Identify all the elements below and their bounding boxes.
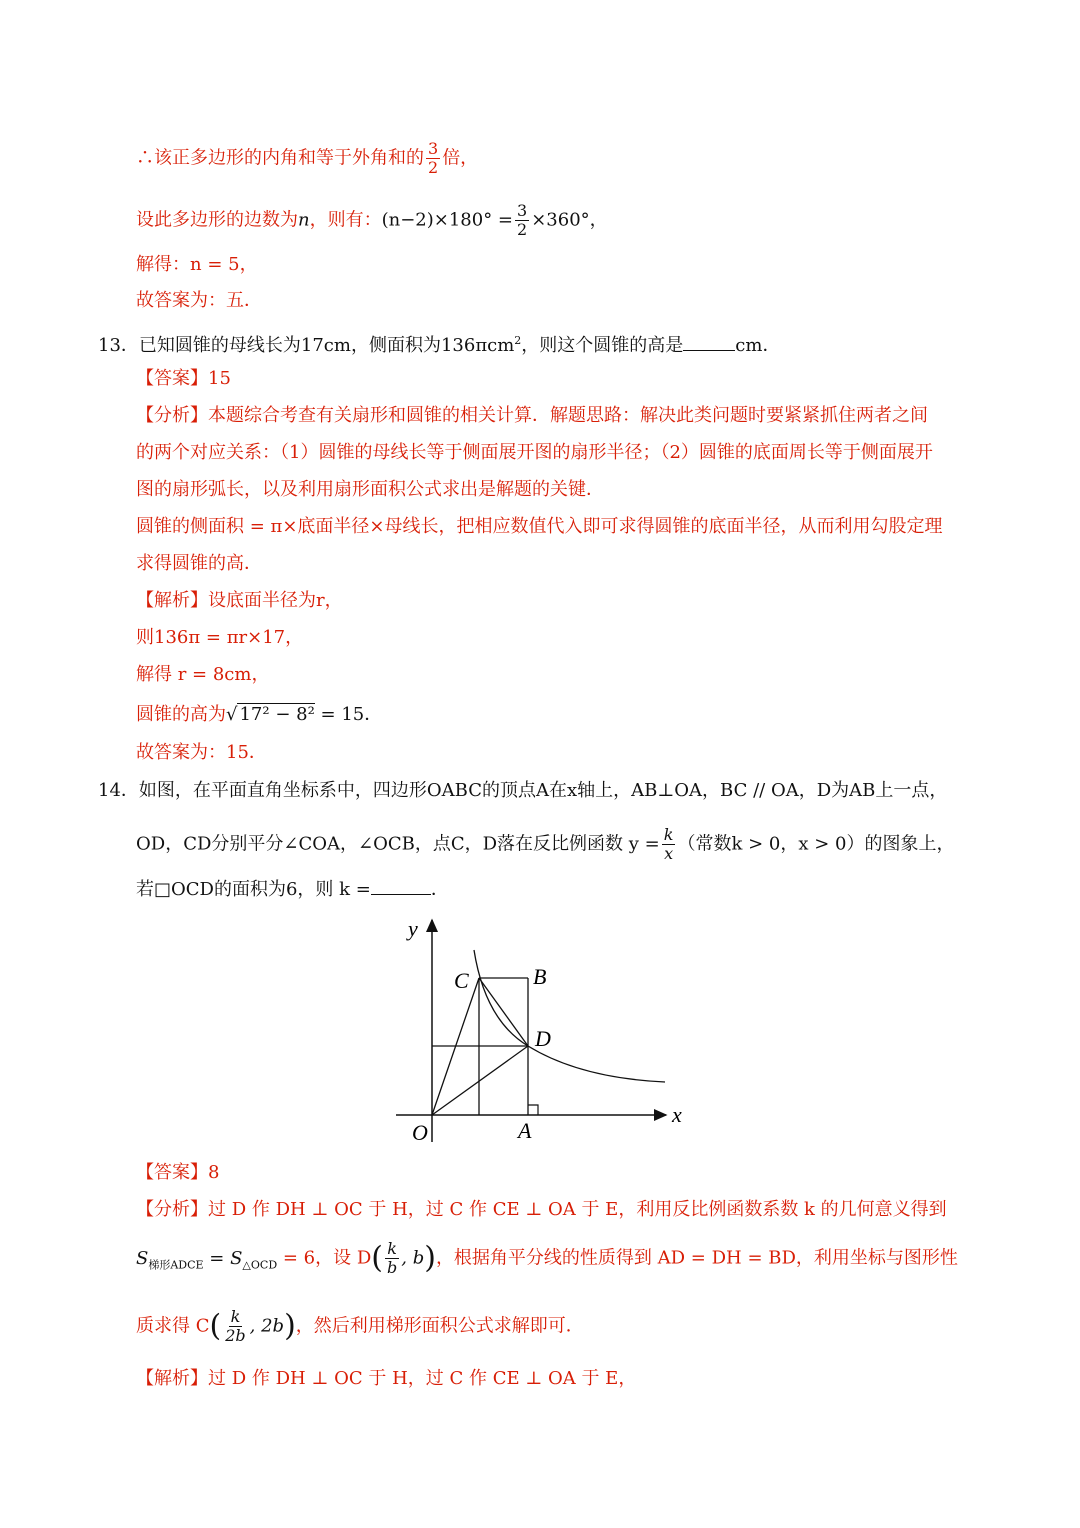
text: ，根据角平分线的性质得到 AD = DH = BD，利用坐标与图形性 [435, 1247, 958, 1269]
analysis-13: 图的扇形弧长，以及利用扇形面积公式求出是解题的关键． [136, 479, 604, 500]
text: 若 [136, 879, 154, 900]
variable: n [298, 209, 310, 231]
solution-line [136, 202, 608, 239]
denominator: b [387, 1258, 398, 1277]
text: ，然后利用梯形面积公式求解即可． [295, 1315, 584, 1337]
text: 如图，在平面直角坐标系中，四边形OABC的顶点A在x轴上，AB⊥OA，BC // OA，D为AB上一点， [138, 780, 948, 801]
fraction [662, 826, 676, 863]
text: 圆锥的高为 [136, 704, 226, 725]
fraction [515, 202, 529, 239]
subscript: 梯形ADCE [148, 1258, 204, 1272]
text: = S [203, 1247, 243, 1269]
figure-svg [390, 910, 690, 1150]
text: OCD的面积为6，则 k = [171, 879, 371, 900]
equation: ×360°， [531, 209, 608, 231]
equation: (n−2)×180° = [381, 209, 514, 231]
solution-14: 【解析】过 D 作 DH ⊥ OC 于 H，过 C 作 CE ⊥ OA 于 E， [136, 1368, 637, 1389]
solution-13: 圆锥的高为√ 17² − 8² = 15． [136, 704, 383, 725]
analysis-13: 圆锥的侧面积 = π×底面半径×母线长，把相应数值代入即可求得圆锥的底面半径，从而利用勾股定理 [136, 516, 943, 537]
denominator: 2 [428, 158, 439, 177]
label-d: D [535, 1026, 551, 1051]
superscript: 2 [514, 334, 522, 347]
label-o: O [412, 1120, 428, 1145]
coordinate-figure [390, 910, 690, 1150]
solution-13: 【解析】设底面半径为r， [136, 590, 343, 611]
solution-13: 解得 r = 8cm， [136, 664, 270, 685]
text: ． [430, 879, 449, 900]
answer-14: 【答案】8 [136, 1162, 220, 1183]
answer-blank [683, 332, 735, 351]
question-14 [98, 778, 947, 804]
solution-line: 解得：n = 5， [136, 254, 258, 275]
analysis-13: 【分析】本题综合考查有关扇形和圆锥的相关计算．解题思路：解决此类问题时要紧紧抓住两者之间 [136, 405, 928, 426]
fraction [223, 1308, 247, 1345]
text: S [136, 1247, 149, 1269]
right-angle-mark [528, 1105, 538, 1115]
analysis-14: $S_{梯形ADCE} = S_{\triangle OCD} = 6$，设 D( $\frac{k}{b}$ , b)，根据角平分线的性质得到 AD = DH = BD，利用坐标与图形性 [136, 1239, 958, 1277]
question-number: 13． [98, 335, 139, 356]
label-x: x [672, 1102, 682, 1127]
solution-line [136, 140, 478, 177]
label-a: A [518, 1118, 532, 1143]
numerator: k [387, 1239, 397, 1258]
numerator: 3 [517, 201, 528, 220]
radicand: 17² − 8² [239, 704, 315, 725]
segment-cd [479, 978, 528, 1046]
numerator: 3 [428, 139, 439, 158]
denominator: 2b [225, 1326, 246, 1345]
label-b: B [533, 964, 547, 989]
text: 倍， [442, 147, 479, 169]
fraction [385, 1240, 399, 1277]
analysis-13: 求得圆锥的高． [136, 553, 262, 574]
label-y: y [408, 916, 418, 941]
text: ，则有： [309, 209, 382, 231]
label-c: C [454, 968, 469, 993]
numerator: k [230, 1307, 241, 1326]
text: = 6，设 D [277, 1247, 372, 1269]
solution-line: 故答案为：五． [136, 290, 262, 311]
solution-13: 故答案为：15． [136, 742, 267, 763]
text: , 2b [249, 1315, 285, 1337]
solution-13: 则136π = πr×17， [136, 627, 304, 648]
text: ∴该正多边形的内角和等于外角和的 [136, 147, 424, 169]
text: 已知圆锥的母线长为17cm，侧面积为136πcm [138, 335, 515, 356]
text: = 15． [314, 704, 383, 725]
answer-blank [371, 876, 431, 895]
triangle-symbol: □ [154, 879, 172, 900]
text: OD，CD分别平分∠COA，∠OCB，点C，D落在反比例函数 y = [136, 833, 660, 855]
text: , b [401, 1247, 425, 1269]
analysis-14: 质求得 C( $\frac{k}{2b}$ , 2b)，然后利用梯形面积公式求解即可． [136, 1307, 584, 1345]
numerator: k [663, 825, 674, 844]
segment-od [432, 1046, 528, 1115]
question-number: 14． [98, 780, 139, 801]
text: （常数k > 0，x > 0）的图象上， [677, 833, 955, 855]
analysis-13: 的两个对应关系：（1）圆锥的母线长等于侧面展开图的扇形半径；（2）圆锥的底面周长等于侧面展开 [136, 442, 933, 463]
analysis-14: 【分析】过 D 作 DH ⊥ OC 于 H，过 C 作 CE ⊥ OA 于 E，利用反比例函数系数 k 的几何意义得到 [136, 1199, 947, 1220]
text: ，则这个圆锥的高是 [521, 335, 684, 356]
hyperbola-curve [474, 950, 665, 1082]
text: cm． [735, 335, 781, 356]
fraction [426, 140, 440, 177]
question-14 [136, 876, 449, 903]
question-13 [98, 328, 780, 359]
subscript: △OCD [242, 1258, 278, 1272]
answer-13: 【答案】15 [136, 368, 231, 389]
question-14 [136, 826, 954, 863]
denominator: x [664, 844, 674, 863]
text: 设此多边形的边数为 [136, 209, 298, 231]
denominator: 2 [517, 220, 528, 239]
text: 质求得 C [136, 1315, 210, 1337]
